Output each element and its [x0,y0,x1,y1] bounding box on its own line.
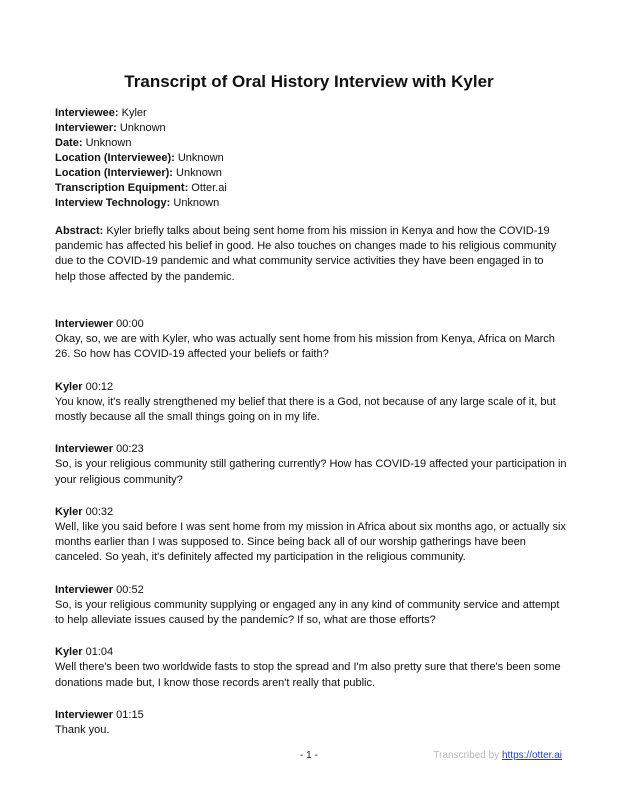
meta-interview-technology [55,196,575,211]
abstract-text: Kyler briefly talks about being sent home from his mission in Kenya and how the COVID-19 pandemic has affected his belief in good. He also touches on changes made to his religious community due to the COVID-19 pandemic and what community service activities they have been engaged in to help those affected by the pandemic. [55,225,557,283]
speaker-line [55,583,567,598]
timestamp: 01:04 [85,646,114,659]
meta-label: Interview Technology: [55,197,171,209]
meta-value: Unknown [176,167,222,179]
timestamp: 00:23 [116,443,144,456]
meta-label: Interviewer: [55,122,117,134]
page-title: Transcript of Oral History Interview with Kyler [124,72,494,91]
utterance-text: So, is your religious community supplying or engaged any in any kind of community service and attempt to help alleviate issues caused by the pandemic? If so, what are those efforts? [55,598,560,627]
abstract-paragraph [55,224,567,285]
meta-value: Unknown [85,137,132,149]
credit-prefix: Transcribed by [433,750,502,761]
meta-interviewee [55,106,575,121]
meta-label: Transcription Equipment: [55,182,189,194]
timestamp: 00:00 [116,318,144,330]
utterance-text: So, is your religious community still gathering currently? How has COVID-19 affected your participation in your religious community? [55,458,567,486]
utterance-text: Okay, so, we are with Kyler, who was actually sent home from his mission from Kenya, Africa on March 26. So how has COVID-19 affected your beliefs or faith? [55,333,555,361]
meta-value: Kyler [121,107,147,119]
speaker-line [55,380,567,395]
timestamp: 00:32 [85,505,114,518]
speaker-line [55,505,567,520]
timestamp: 00:52 [116,583,144,596]
speaker-name: Interviewer [55,583,114,596]
transcript-turn [55,505,567,566]
transcript [55,317,567,755]
meta-label: Date: [55,137,83,149]
meta-value: Unknown [119,122,166,134]
meta-value: Unknown [173,197,220,209]
meta-transcription-equipment [55,181,575,196]
meta-value: Unknown [177,152,224,164]
meta-label: Interviewee: [55,107,119,119]
speaker-line [55,708,567,723]
otter-link[interactable]: https://otter.ai [501,750,562,761]
utterance-text: Thank you. [55,724,110,737]
abstract-label: Abstract: [55,225,104,237]
meta-interviewer [55,121,575,136]
meta-location-interviewer [55,166,575,181]
page-footer [0,750,618,766]
speaker-name: Interviewer [55,443,114,456]
page-number: - 1 - [300,750,318,761]
speaker-line [55,317,567,332]
utterance-text: Well there's been two worldwide fasts to stop the spread and I'm also pretty sure that there's been some donations made but, I know those records aren't really that public. [55,661,561,689]
timestamp: 00:12 [85,380,114,393]
speaker-name: Interviewer [55,708,114,721]
transcript-turn [55,317,567,363]
transcript-turn [55,583,567,629]
transcript-turn [55,645,567,691]
speaker-name: Interviewer [55,318,114,330]
speaker-name: Kyler [55,380,83,393]
transcript-turn [55,442,567,488]
speaker-line [55,442,567,457]
speaker-name: Kyler [55,505,83,518]
utterance-text: You know, it's really strengthened my belief that there is a God, not because of any large scale of it, but mostly because all the small things going on in my life. [55,395,556,424]
meta-location-interviewee [55,151,575,166]
speaker-line [55,645,567,660]
meta-date [55,136,575,151]
transcript-turn [55,380,567,426]
meta-label: Location (Interviewee): [55,152,175,164]
speaker-name: Kyler [55,646,83,659]
utterance-text: Well, like you said before I was sent home from my mission in Africa about six months ago, or actually six months earlier than I was supposed to. Since being back all of our worship gatherings have been canceled. So yeah, it's definitely affected my participation in the religious community. [55,521,566,564]
transcript-turn [55,708,567,738]
transcription-credit [433,750,562,761]
interview-metadata [55,106,575,211]
meta-label: Location (Interviewer): [55,167,173,179]
meta-value: Otter.ai [191,182,227,194]
timestamp: 01:15 [116,708,144,721]
